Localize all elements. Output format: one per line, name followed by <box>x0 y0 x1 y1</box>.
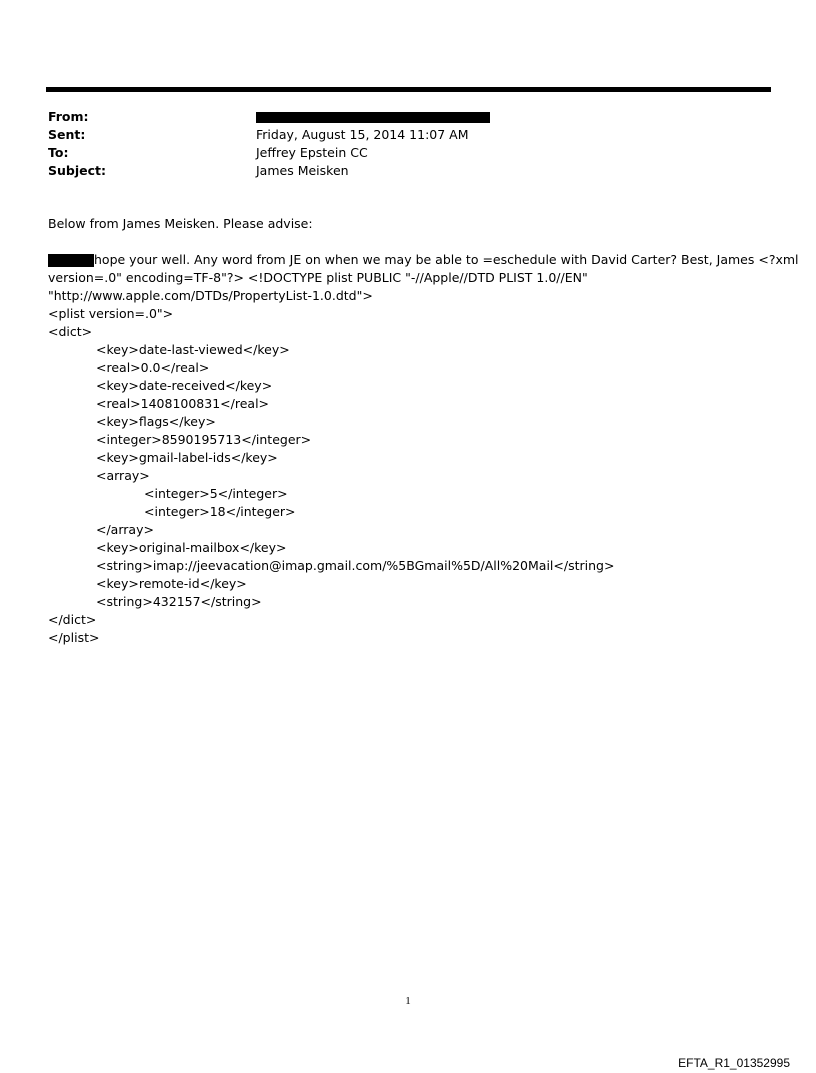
subject-label: Subject: <box>48 163 106 178</box>
body-line: <key>gmail-label-ids</key> <box>96 450 278 465</box>
body-line: <key>date-received</key> <box>96 378 273 393</box>
body-line: <key>date-last-viewed</key> <box>96 342 290 357</box>
from-value-redacted <box>256 108 490 126</box>
body-line: </dict> <box>48 612 97 627</box>
sent-row <box>48 126 748 144</box>
to-label: To: <box>48 145 69 160</box>
intro-line: Below from James Meisken. Please advise: <box>48 216 313 231</box>
body-line <box>48 251 799 269</box>
body-line: <dict> <box>48 324 93 339</box>
from-label: From: <box>48 109 89 124</box>
body-line: <string>imap://jeevacation@imap.gmail.com/%5BGmail%5D/All%20Mail</string> <box>96 558 615 573</box>
email-body <box>48 215 799 647</box>
body-line: <array> <box>96 468 150 483</box>
body-line: </array> <box>96 522 154 537</box>
body-line: <integer>18</integer> <box>144 504 296 519</box>
body-line: version=.0" encoding=TF-8"?> <!DOCTYPE plist PUBLIC "-//Apple//DTD PLIST 1.0//EN" <box>48 270 588 285</box>
email-header <box>48 108 748 180</box>
sent-label: Sent: <box>48 127 86 142</box>
to-value: Jeffrey Epstein CC <box>256 145 368 160</box>
subject-value: James Meisken <box>256 163 349 178</box>
to-row <box>48 144 748 162</box>
body-line: <key>remote-id</key> <box>96 576 247 591</box>
sent-value: Friday, August 15, 2014 11:07 AM <box>256 127 469 142</box>
body-line: </plist> <box>48 630 100 645</box>
body-line: <key>flags</key> <box>96 414 216 429</box>
body-line: <real>1408100831</real> <box>96 396 270 411</box>
from-row <box>48 108 748 126</box>
body-line: <key>original-mailbox</key> <box>96 540 287 555</box>
body-line-text: hope your well. Any word from JE on when we may be able to =eschedule with David Carter? Best, James <?xml <box>94 252 799 267</box>
body-line: <integer>5</integer> <box>144 486 288 501</box>
subject-row <box>48 162 748 180</box>
body-line: <string>432157</string> <box>96 594 262 609</box>
page-number: 1 <box>405 995 411 1007</box>
redaction-bar <box>48 254 94 267</box>
header-rule <box>46 87 771 92</box>
document-id: EFTA_R1_01352995 <box>678 1056 790 1070</box>
body-line: <real>0.0</real> <box>96 360 210 375</box>
body-line: <plist version=.0"> <box>48 306 174 321</box>
body-line: "http://www.apple.com/DTDs/PropertyList-1.0.dtd"> <box>48 288 373 303</box>
body-line: <integer>8590195713</integer> <box>96 432 312 447</box>
